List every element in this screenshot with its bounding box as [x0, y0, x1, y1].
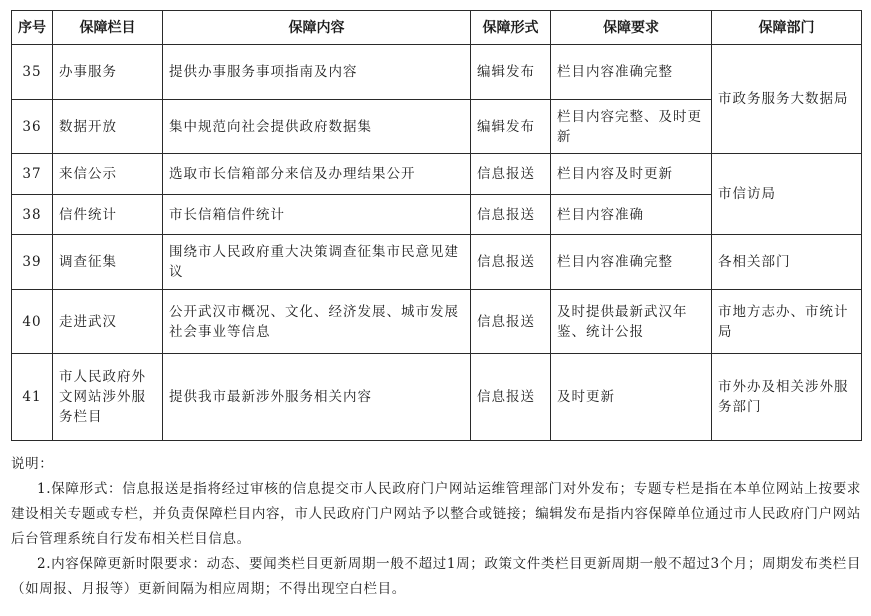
table-row	[12, 354, 862, 441]
row-column: 信件统计	[53, 195, 163, 235]
row-form: 信息报送	[471, 235, 551, 290]
row-content: 选取市长信箱部分来信及办理结果公开	[163, 154, 471, 195]
row-content: 集中规范向社会提供政府数据集	[163, 100, 471, 154]
row-column: 办事服务	[53, 45, 163, 100]
table-row	[12, 235, 862, 290]
row-department: 市信访局	[712, 154, 862, 235]
row-no: 37	[12, 154, 53, 195]
row-requirement: 及时更新	[551, 354, 712, 441]
row-no: 38	[12, 195, 53, 235]
header-department: 保障部门	[712, 11, 862, 45]
row-department: 市外办及相关涉外服务部门	[712, 354, 862, 441]
row-requirement: 栏目内容及时更新	[551, 154, 712, 195]
notes-section	[11, 452, 861, 602]
header-no: 序号	[12, 11, 53, 45]
table-row	[12, 45, 862, 100]
row-content: 提供我市最新涉外服务相关内容	[163, 354, 471, 441]
row-department: 市政务服务大数据局	[712, 45, 862, 154]
row-no: 41	[12, 354, 53, 441]
table-row	[12, 290, 862, 354]
row-content: 市长信箱信件统计	[163, 195, 471, 235]
row-form: 编辑发布	[471, 100, 551, 154]
row-column: 市人民政府外文网站涉外服务栏目	[53, 354, 163, 441]
row-form: 信息报送	[471, 290, 551, 354]
header-form: 保障形式	[471, 11, 551, 45]
guarantee-table	[11, 10, 862, 441]
notes-title: 说明：	[11, 456, 54, 472]
row-column: 数据开放	[53, 100, 163, 154]
row-requirement: 栏目内容完整、及时更新	[551, 100, 712, 154]
row-no: 39	[12, 235, 53, 290]
row-content: 公开武汉市概况、文化、经济发展、城市发展社会事业等信息	[163, 290, 471, 354]
row-no: 40	[12, 290, 53, 354]
row-no: 36	[12, 100, 53, 154]
note-item-2: 2.内容保障更新时限要求：动态、要闻类栏目更新周期一般不超过1周；政策文件类栏目更新周期一般不超过3个月；周期发布类栏目（如周报、月报等）更新间隔为相应周期；不得出现空白栏目。	[11, 556, 861, 597]
row-requirement: 及时提供最新武汉年鉴、统计公报	[551, 290, 712, 354]
table-row	[12, 154, 862, 195]
row-column: 来信公示	[53, 154, 163, 195]
header-content: 保障内容	[163, 11, 471, 45]
row-requirement: 栏目内容准确	[551, 195, 712, 235]
row-content: 提供办事服务事项指南及内容	[163, 45, 471, 100]
row-content: 围绕市人民政府重大决策调查征集市民意见建议	[163, 235, 471, 290]
note-item-1: 1.保障形式：信息报送是指将经过审核的信息提交市人民政府门户网站运维管理部门对外发布；专题专栏是指在本单位网站上按要求建设相关专题或专栏，并负责保障栏目内容，市人民政府门户网站予以整合或链接；编辑发布是指内容保障单位通过市人民政府门户网站后台管理系统自行发布相关栏目信息。	[11, 481, 861, 547]
table-header-row	[12, 11, 862, 45]
row-form: 编辑发布	[471, 45, 551, 100]
row-department: 各相关部门	[712, 235, 862, 290]
row-form: 信息报送	[471, 195, 551, 235]
row-requirement: 栏目内容准确完整	[551, 235, 712, 290]
row-requirement: 栏目内容准确完整	[551, 45, 712, 100]
row-no: 35	[12, 45, 53, 100]
row-form: 信息报送	[471, 354, 551, 441]
header-column: 保障栏目	[53, 11, 163, 45]
row-column: 调查征集	[53, 235, 163, 290]
row-department: 市地方志办、市统计局	[712, 290, 862, 354]
row-form: 信息报送	[471, 154, 551, 195]
row-column: 走进武汉	[53, 290, 163, 354]
header-requirement: 保障要求	[551, 11, 712, 45]
